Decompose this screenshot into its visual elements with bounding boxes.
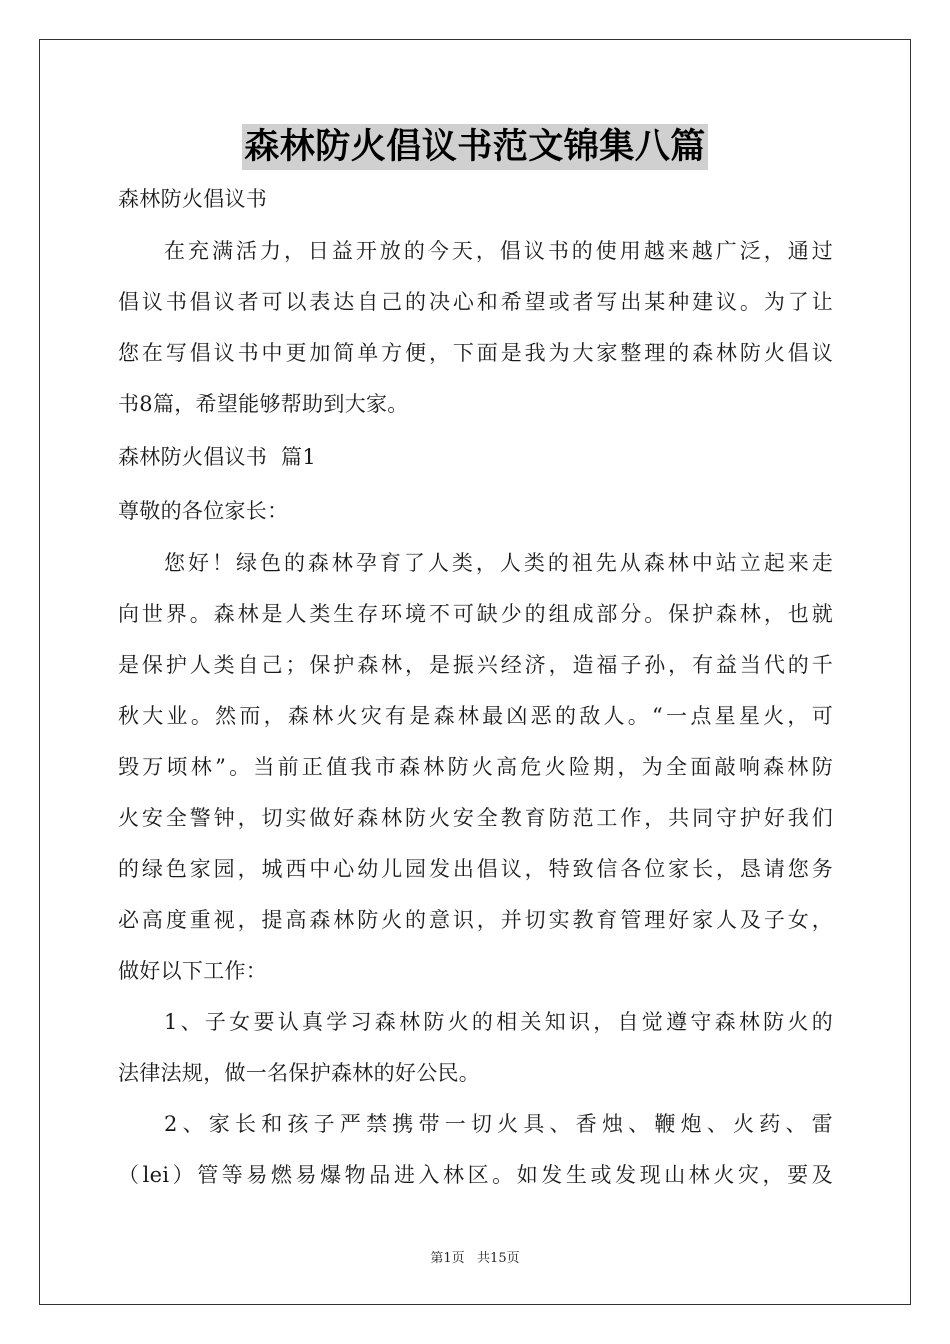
body-line: 向世界。森林是人类生存环境不可缺少的组成部分。保护森林，也就: [118, 602, 833, 626]
section-heading: 森林防火倡议书 篇1: [118, 445, 317, 469]
document-body: [118, 172, 833, 1201]
page-footer: 第1页 共15页: [430, 1251, 520, 1266]
body-line: 秋大业。然而，森林火灾有是森林最凶恶的敌人。“一点星星火，可: [118, 704, 833, 728]
document-title: 森林防火倡议书范文锦集八篇: [242, 124, 708, 170]
intro-line: 您在写倡议书中更加简单方便，下面是我为大家整理的森林防火倡议: [118, 341, 833, 365]
item-2-line: 2、家长和孩子严禁携带一切火具、香烛、鞭炮、火药、雷: [164, 1112, 833, 1136]
body-line: 做好以下工作：: [118, 959, 268, 983]
body-line: 必高度重视，提高森林防火的意识，并切实教育管理好家人及子女，: [118, 908, 833, 932]
item-1-line: 1、子女要认真学习森林防火的相关知识，自觉遵守森林防火的: [164, 1010, 833, 1034]
item-1-line: 法律法规，做一名保护森林的好公民。: [118, 1061, 481, 1085]
salutation: 尊敬的各位家长：: [118, 499, 289, 523]
intro-line: 书8篇，希望能够帮助到大家。: [118, 392, 409, 416]
body-line: 您好！绿色的森林孕育了人类，人类的祖先从森林中站立起来走: [164, 551, 833, 575]
body-line: 是保护人类自己；保护森林，是振兴经济，造福子孙，有益当代的千: [118, 653, 833, 677]
intro-line: 在充满活力，日益开放的今天，倡议书的使用越来越广泛，通过: [164, 239, 833, 263]
subtitle: 森林防火倡议书: [118, 187, 268, 211]
title-wrapper: [0, 124, 950, 170]
body-line: 火安全警钟，切实做好森林防火安全教育防范工作，共同守护好我们: [118, 806, 833, 830]
item-2-line: （lei）管等易燃易爆物品进入林区。如发生或发现山林火灾，要及: [118, 1163, 833, 1187]
intro-line: 倡议书倡议者可以表达自己的决心和希望或者写出某种建议。为了让: [118, 290, 833, 314]
body-line: 的绿色家园，城西中心幼儿园发出倡议，特致信各位家长，恳请您务: [118, 857, 833, 881]
body-line: 毁万顷林”。当前正值我市森林防火高危火险期，为全面敲响森林防: [118, 755, 833, 779]
